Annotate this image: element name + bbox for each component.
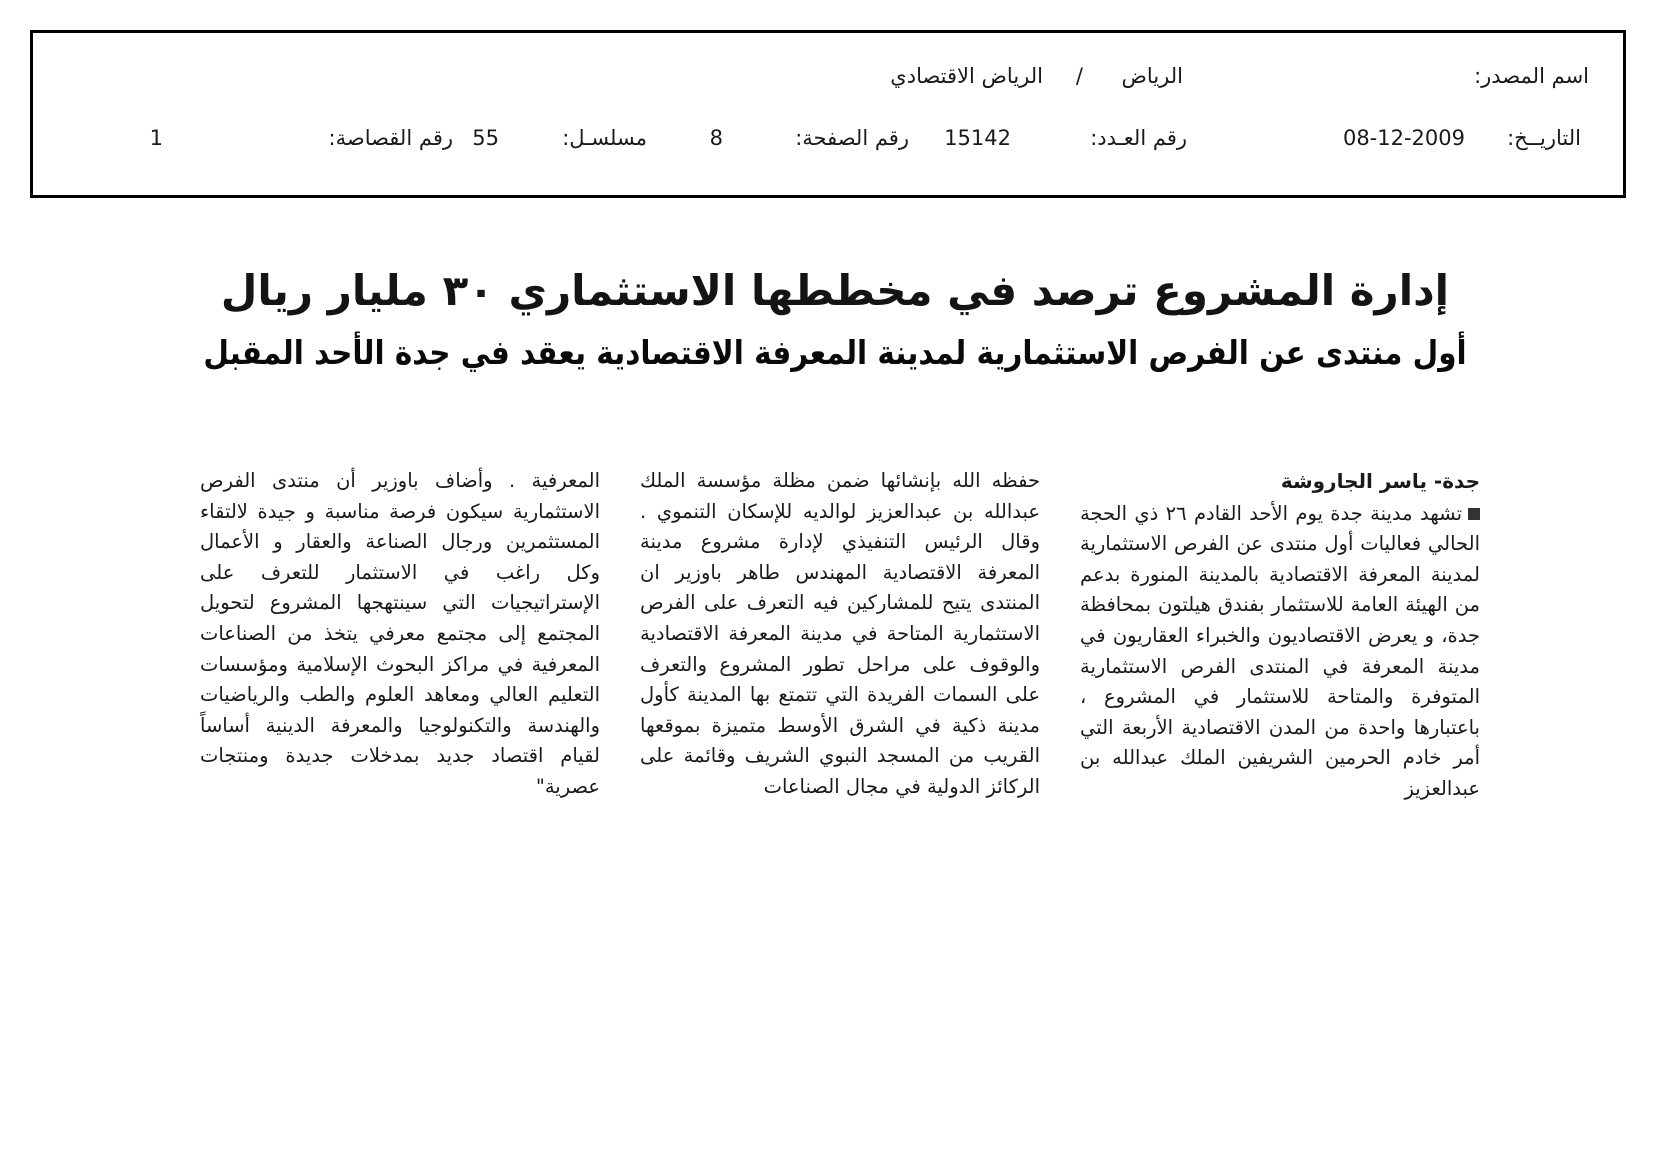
serial-label: مسلسـل: — [562, 126, 647, 150]
issue-value: 15142 — [944, 126, 1011, 150]
page-label: رقم الصفحة: — [795, 126, 909, 150]
article-column-2 — [640, 466, 1040, 803]
article-headline: أول منتدى عن الفرص الاستثمارية لمدينة المعرفة الاقتصادية يعقد في جدة الأحد المقبل — [203, 333, 1467, 373]
column-2-text: حفظه الله بإنشائها ضمن مظلة مؤسسة الملك عبدالله بن عبدالعزيز لوالديه للإسكان التنموي . وقال الرئيس التنفيذي لإدارة مشروع مدينة المعرفة الاقتصادية المهندس طاهر باوزير ان المنتدى يتيح للمشاركين فيه التعرف على الفرص الاستثمارية المتاحة في مدينة المعرفة الاقتصادية والوقوف على مراحل تطور المشروع والتعرف على السمات الفريدة التي تتمتع بها المدينة كأول مدينة ذكية في الشرق الأوسط متميزة بموقعها القريب من المسجد النبوي الشريف وقائمة على الركائز الدولية في مجال الصناعات — [640, 469, 1040, 798]
serial-value: 55 — [472, 126, 499, 150]
bullet-square-icon — [1468, 508, 1480, 520]
source-name: الرياض الاقتصادي — [890, 64, 1043, 88]
date-label: التاريــخ: — [1507, 126, 1581, 150]
clip-label: رقم القصاصة: — [328, 126, 453, 150]
clip-value: 1 — [149, 126, 163, 150]
column-1-text: تشهد مدينة جدة يوم الأحد القادم ٢٦ ذي الحجة الحالي فعاليات أول منتدى عن الفرص الاستثمارية لمدينة المعرفة الاقتصادية بالمدينة المنورة بدعم من الهيئة العامة للاستثمار بفندق هيلتون بمحافظة جدة، و يعرض الاقتصاديون والخبراء العقاريون في مدينة المعرفة في المنتدى الفرص الاستثمارية المتوفرة والمتاحة للاستثمار في المشروع ، باعتبارها واحدة من المدن الاقتصادية الأربعة التي أمر خادم الحرمين الشريفين الملك عبدالله بن عبدالعزيز — [1080, 501, 1480, 800]
source-row — [33, 59, 1623, 93]
source-label: اسم المصدر: — [1474, 64, 1589, 88]
details-row — [33, 121, 1623, 155]
source-city: الرياض — [1121, 64, 1183, 88]
newspaper-article — [190, 244, 1480, 904]
article-subheadline: إدارة المشروع ترصد في مخططها الاستثماري ٣٠ مليار ريال — [220, 266, 1450, 315]
issue-label: رقم العـدد: — [1090, 126, 1187, 150]
date-value: 08-12-2009 — [1342, 126, 1465, 150]
column-3-text: المعرفية . وأضاف باوزير أن منتدى الفرص الاستثمارية سيكون فرصة مناسبة و جيدة لالتقاء المستثمرين ورجال الصناعة والعقار و الأعمال وكل راغب في الاستثمار للتعرف على الإستراتيجيات التي سينتهجها المشروع لتحويل المجتمع إلى مجتمع معرفي يتخذ من الصناعات المعرفية في مراكز البحوث الإسلامية ومؤسسات التعليم العالي ومعاهد العلوم والطب والرياضيات والهندسة والتكنولوجيا والمعرفة الدينية أساساً لقيام اقتصاد جديد بمدخلات جديدة ومنتجات عصرية" — [200, 469, 600, 798]
article-column-1 — [1080, 466, 1480, 805]
article-byline: جدة- ياسر الجاروشة — [1280, 469, 1480, 493]
source-separator: / — [1075, 64, 1083, 88]
article-column-3 — [200, 466, 600, 803]
page-value: 8 — [709, 126, 723, 150]
clipping-info-box — [30, 30, 1626, 198]
